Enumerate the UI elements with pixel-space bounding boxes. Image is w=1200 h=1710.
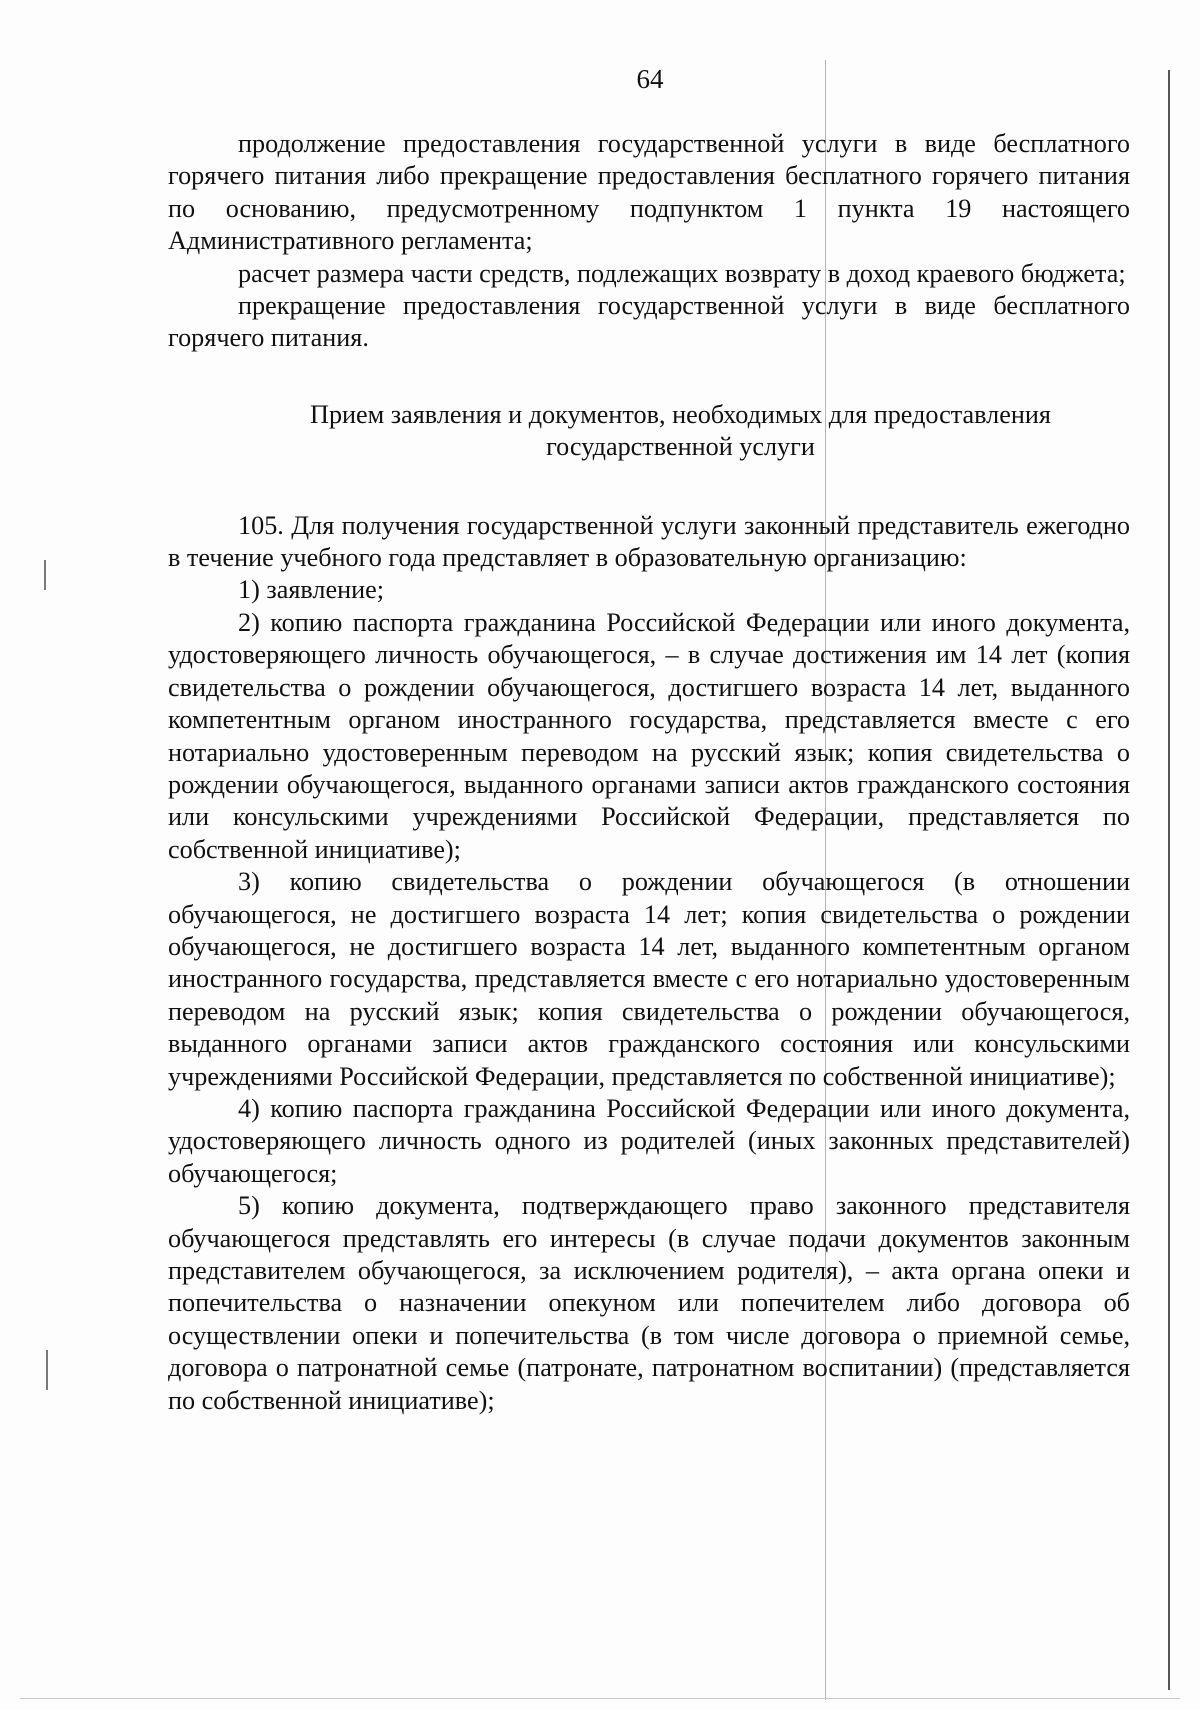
paragraph: расчет размера части средств, подлежащих возврату в доход краевого бюджета; bbox=[238, 258, 1126, 288]
document-body bbox=[168, 128, 1130, 1417]
list-item: 1) заявление; bbox=[238, 575, 385, 605]
list-item: 3) копию свидетельства о рождении обучающегося (в отношении обучающегося, не достигшего возраста 14 лет; копия свидетельства о рождении обучающегося, не достигшего возраста 14 лет, выданного компетентным органом иностранного государства, представляется вместе с его нотариально удостоверенным переводом на русский язык; копия свидетельства о рождении обучающегося, выданного органами записи актов гражданского состояния или консульскими учреждениями Российской Федерации, представляется по собственной инициативе); bbox=[168, 867, 1130, 1091]
page-number: 64 bbox=[636, 64, 664, 94]
list-item: 2) копию паспорта гражданина Российской Федерации или иного документа, удостоверяющего личность обучающегося, – в случае достижения им 14 лет (копия свидетельства о рождении обучающегося, достигшего возраста 14 лет, выданного компетентным органом иностранного государства, представляется вместе с его нотариально удостоверенным переводом на русский язык; копия свидетельства о рождении обучающегося, выданного органами записи актов гражданского состояния или консульскими учреждениями Российской Федерации, представляется по собственной инициативе); bbox=[168, 607, 1130, 864]
scan-left-mark bbox=[44, 560, 46, 590]
scan-edge-line bbox=[1168, 70, 1170, 1690]
list-item: 105. Для получения государственной услуги законный представитель ежегодно в течение учебного года представляет в образовательную организацию: bbox=[168, 510, 1130, 573]
list-item: 5) копию документа, подтверждающего право законного представителя обучающегося представлять его интересы (в случае подачи документов законным представителем обучающегося, за исключением родителя), – акта органа опеки и попечительства о назначении опекуном или попечителем либо договора об осуществлении опеки и попечительства (в том числе договора о приемной семье, договора о патронатной семье (патронате, патронатном воспитании) (представляется по собственной инициативе); bbox=[168, 1191, 1130, 1415]
scan-bottom-line bbox=[20, 1698, 1180, 1699]
paragraph: прекращение предоставления государственной услуги в виде бесплатного горячего питания. bbox=[168, 291, 1130, 353]
section-heading: Прием заявления и документов, необходимых для предоставления государственной услуги bbox=[310, 399, 1051, 462]
scan-left-mark bbox=[46, 1350, 48, 1390]
list-item: 4) копию паспорта гражданина Российской Федерации или иного документа, удостоверяющего личность одного из родителей (иных законных представителей) обучающегося; bbox=[168, 1093, 1130, 1188]
paragraph: продолжение предоставления государственной услуги в виде бесплатного горячего питания либо прекращение предоставления бесплатного горячего питания по основанию, предусмотренному подпунктом 1 пункта 19 настоящего Административного регламента; bbox=[168, 129, 1130, 256]
